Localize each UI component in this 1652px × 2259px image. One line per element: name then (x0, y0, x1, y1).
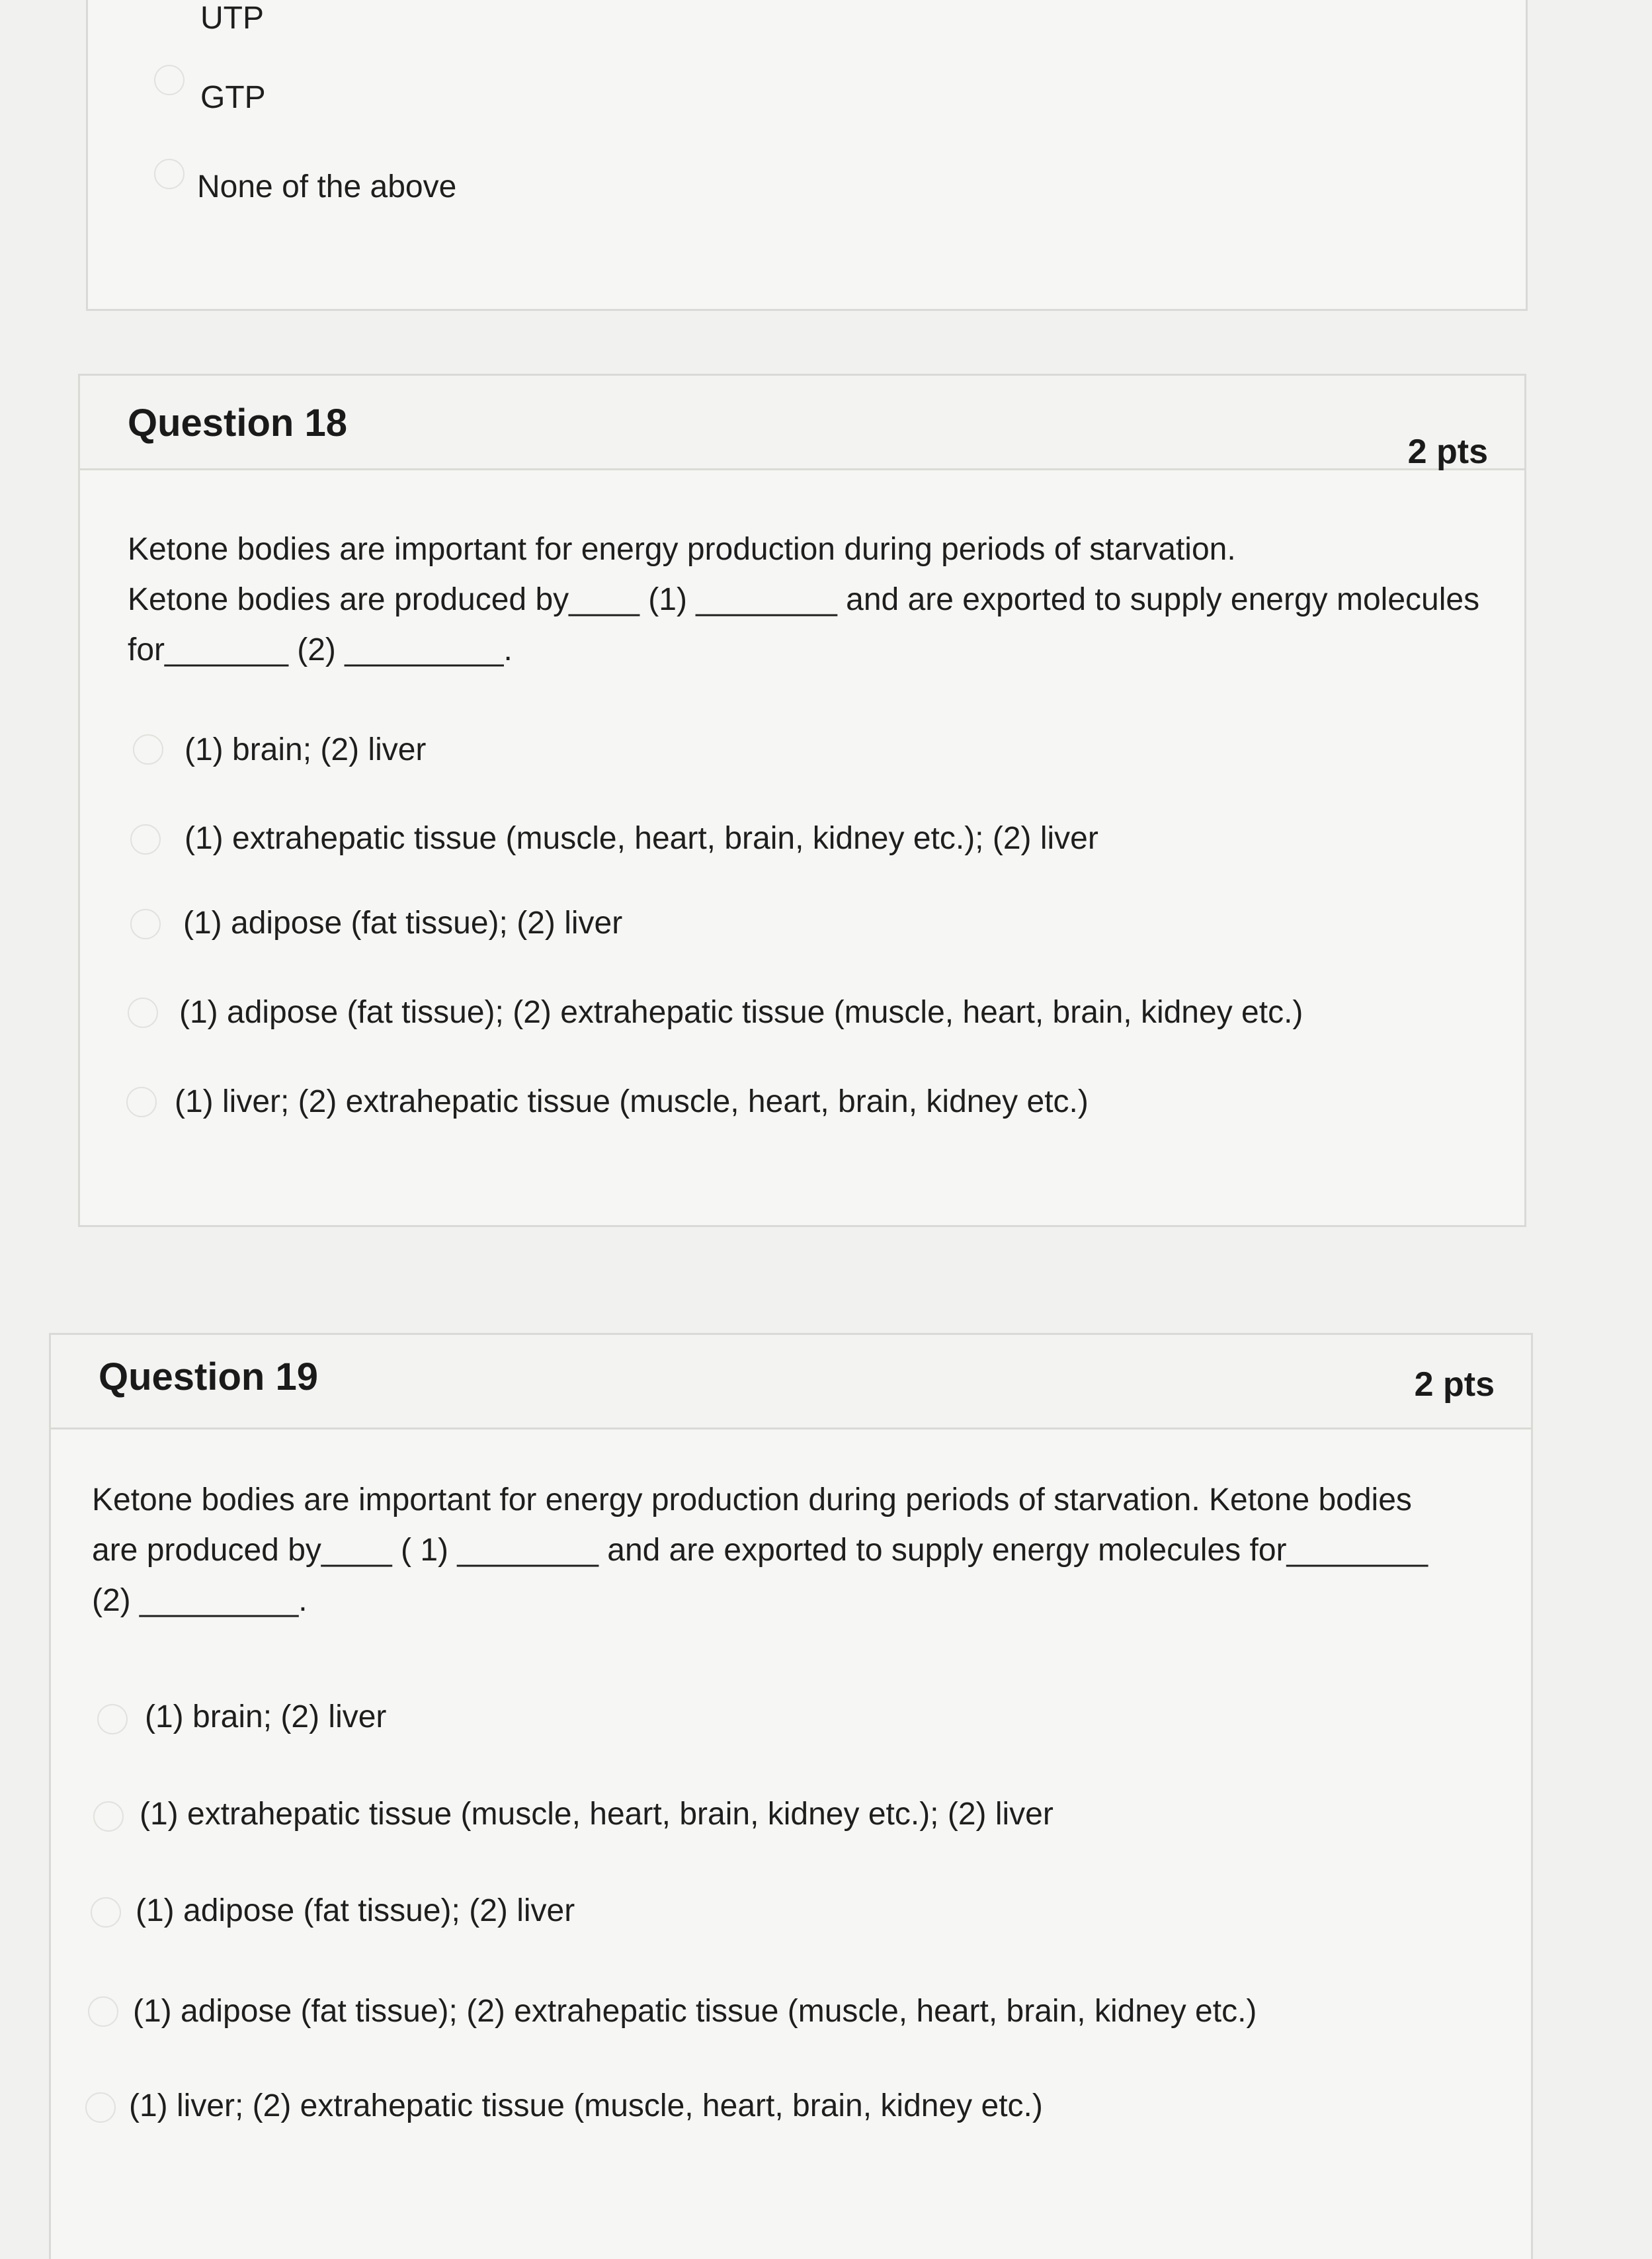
answer-option[interactable] (185, 820, 1098, 857)
question-text (128, 525, 1479, 675)
radio-button[interactable] (128, 998, 158, 1028)
answer-option-label: (1) adipose (fat tissue); (2) liver (183, 906, 623, 941)
radio-button[interactable] (91, 1897, 121, 1928)
radio-button[interactable] (85, 2092, 116, 2123)
answer-option[interactable] (175, 1084, 1089, 1120)
question-points: 2 pts (1414, 1365, 1495, 1404)
answer-option[interactable] (179, 994, 1303, 1031)
radio-button[interactable] (154, 159, 185, 189)
answer-option[interactable] (185, 732, 426, 768)
question-text-line: Ketone bodies are produced by____ (1) ________ and are exported to supply energy molecules (128, 582, 1480, 617)
question-points: 2 pts (1407, 433, 1488, 471)
answer-option[interactable] (183, 905, 622, 941)
question-19-card (49, 1333, 1533, 2259)
previous-question-card (86, 0, 1528, 311)
radio-button[interactable] (93, 1801, 124, 1832)
answer-option-label: (1) liver; (2) extrahepatic tissue (muscle, heart, brain, kidney etc.) (175, 1084, 1089, 1119)
answer-option-label: (1) liver; (2) extrahepatic tissue (muscle, heart, brain, kidney etc.) (129, 2088, 1043, 2123)
answer-option-label: (1) adipose (fat tissue); (2) extrahepatic tissue (muscle, heart, brain, kidney etc.) (133, 1994, 1257, 2029)
question-title: Question 19 (99, 1355, 318, 1398)
question-text-line: (2) _________. (92, 1583, 308, 1618)
answer-option-label: GTP (200, 80, 266, 115)
answer-option[interactable] (140, 1796, 1053, 1832)
question-text-line: Ketone bodies are important for energy production during periods of starvation. (128, 532, 1236, 567)
radio-button[interactable] (88, 1996, 118, 2027)
answer-option-label: (1) extrahepatic tissue (muscle, heart, brain, kidney etc.); (2) liver (140, 1797, 1053, 1832)
answer-option[interactable] (200, 0, 264, 36)
question-text-line: are produced by____ ( 1) ________ and are exported to supply energy molecules for________ (92, 1533, 1428, 1568)
question-text-line: Ketone bodies are important for energy production during periods of starvation. Ketone bodies (92, 1482, 1412, 1517)
question-18-card (78, 374, 1526, 1227)
radio-button[interactable] (130, 909, 161, 939)
answer-option[interactable] (145, 1699, 386, 1735)
question-text-line: for_______ (2) _________. (128, 632, 513, 667)
answer-option[interactable] (133, 1993, 1257, 2029)
radio-button[interactable] (97, 1704, 128, 1734)
answer-option-label: UTP (200, 1, 264, 36)
answer-option[interactable] (200, 79, 266, 116)
answer-option-label: (1) adipose (fat tissue); (2) liver (136, 1893, 575, 1928)
question-19-header (51, 1335, 1531, 1429)
radio-button[interactable] (133, 734, 163, 765)
question-text (92, 1475, 1428, 1626)
question-18-header (80, 376, 1524, 470)
answer-option-label: None of the above (197, 169, 457, 204)
answer-option-label: (1) adipose (fat tissue); (2) extrahepatic tissue (muscle, heart, brain, kidney etc.) (179, 995, 1303, 1030)
radio-button[interactable] (126, 1087, 157, 1117)
answer-option-label: (1) extrahepatic tissue (muscle, heart, brain, kidney etc.); (2) liver (185, 821, 1098, 856)
radio-button[interactable] (154, 65, 185, 95)
question-title: Question 18 (128, 402, 347, 445)
answer-option-label: (1) brain; (2) liver (145, 1699, 387, 1734)
answer-option[interactable] (129, 2088, 1043, 2124)
answer-option[interactable] (136, 1893, 575, 1929)
answer-option[interactable] (197, 169, 456, 205)
answer-option-label: (1) brain; (2) liver (185, 732, 427, 767)
radio-button[interactable] (130, 824, 161, 855)
